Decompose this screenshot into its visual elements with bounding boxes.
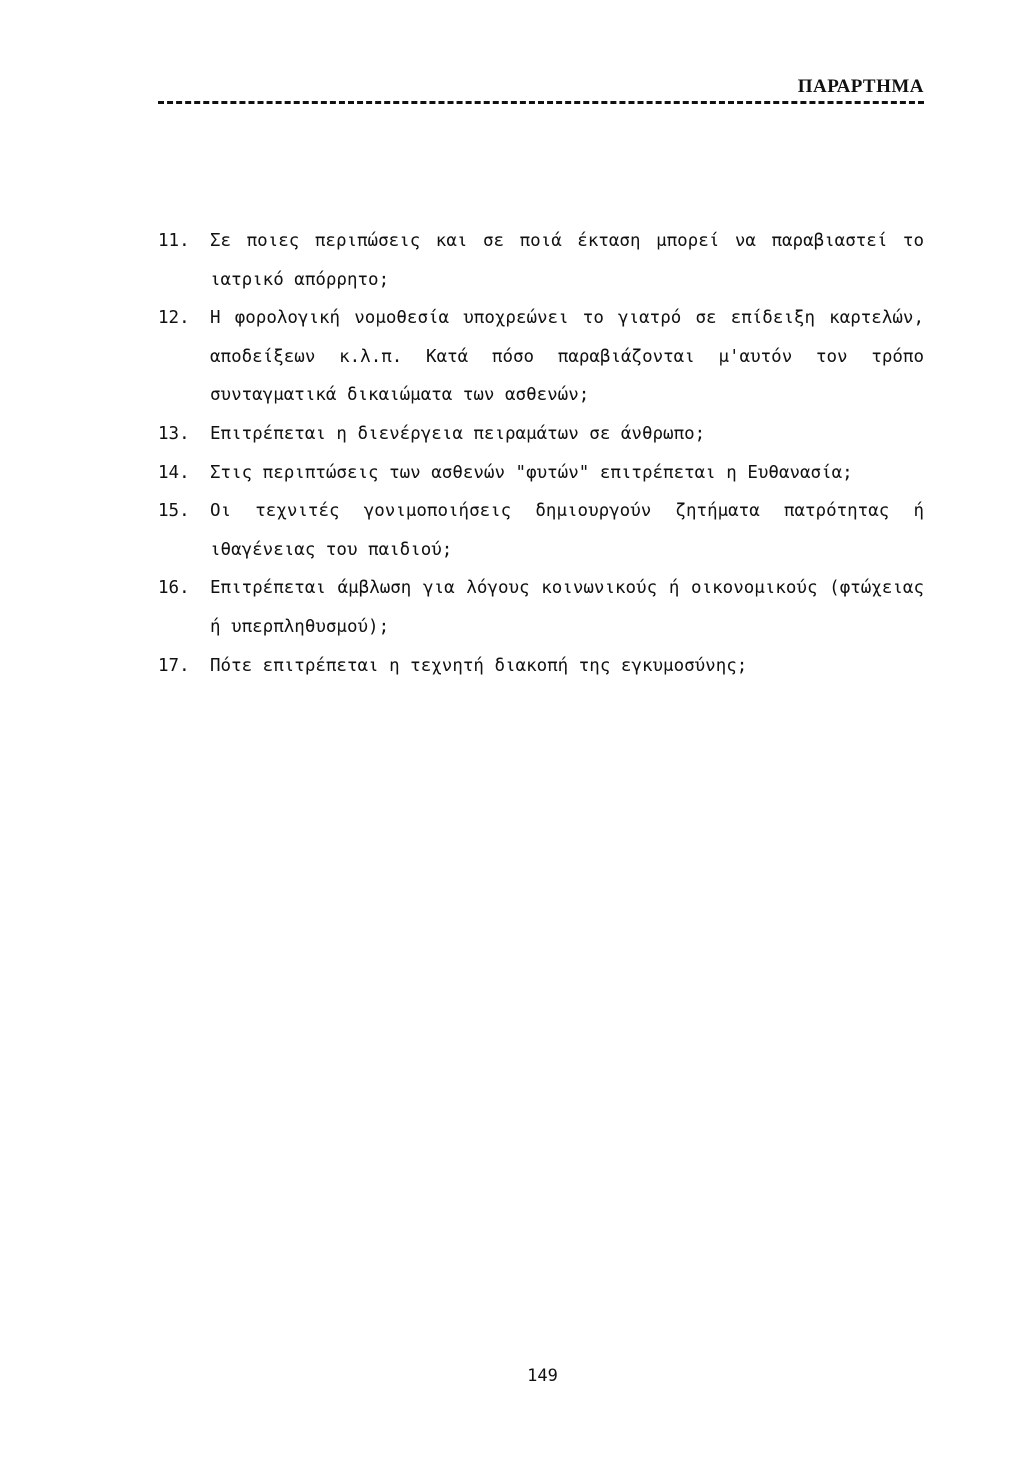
question-number: 13. <box>158 423 190 444</box>
question-item <box>158 222 924 299</box>
page-number: 149 <box>527 1366 558 1386</box>
question-number: 12. <box>158 308 190 329</box>
question-item <box>158 569 924 646</box>
question-item <box>158 299 924 415</box>
question-number: 11. <box>158 231 190 251</box>
question-number: 17. <box>158 655 190 676</box>
question-number: 16. <box>158 578 190 599</box>
question-text: Επιτρέπεται άμβλωση για λόγους κοινωνικούς ή οικονομικούς (φτώχειας ή υπερπληθυσμού); <box>210 578 924 637</box>
question-text: Επιτρέπεται η διενέργεια πειραμάτων σε άνθρωπο; <box>210 423 706 444</box>
question-item <box>158 492 924 569</box>
page-header-title: ΠΑΡΑΡΤΗΜΑ <box>797 76 924 97</box>
question-text: Πότε επιτρέπεται η τεχνητή διακοπή της εγκυμοσύνης; <box>210 655 748 676</box>
header-dashed-rule <box>158 101 924 104</box>
question-text: Οι τεχνιτές γονιμοποιήσεις δημιουργούν ζητήματα πατρότητας ή ιθαγένειας του παιδιού; <box>210 501 924 560</box>
question-list <box>158 222 924 685</box>
question-item <box>158 647 924 686</box>
question-text: Η φορολογική νομοθεσία υποχρεώνει το γιατρό σε επίδειξη καρτελών, αποδείξεων κ.λ.π. Κατά πόσο παραβιάζονται μ'αυτόν τον τρόπο συνταγματικά δικαιώματα των ασθενών; <box>210 308 924 406</box>
question-item <box>158 454 924 493</box>
question-text: Σε ποιες περιπώσεις και σε ποιά έκταση μπορεί να παραβιαστεί το ιατρικό απόρρητο; <box>210 231 924 290</box>
question-text: Στις περιπτώσεις των ασθενών "φυτών" επιτρέπεται η Ευθανασία; <box>210 462 853 483</box>
question-item <box>158 415 924 454</box>
question-number: 14. <box>158 462 190 483</box>
question-number: 15. <box>158 501 190 522</box>
